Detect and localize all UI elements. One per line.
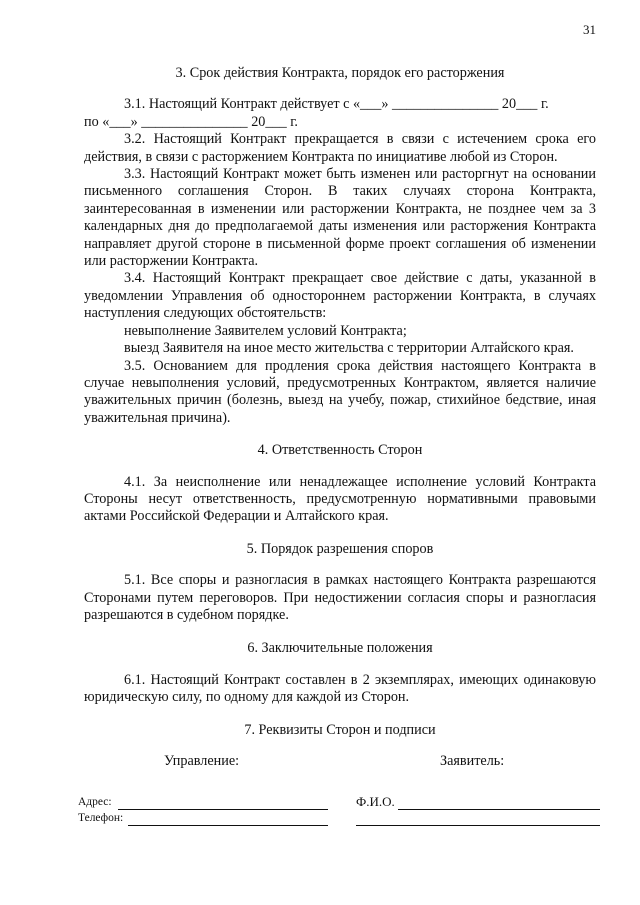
section-7-title: 7. Реквизиты Сторон и подписи: [244, 721, 436, 738]
paragraph-5-1: 5.1. Все споры и разногласия в рамках настоящего Контракта разрешаются Сторонами путем переговоров. При недостижении согласия споры и разногласия разрешаются в судебном порядке.: [84, 572, 596, 623]
fio-label: Ф.И.О.: [356, 794, 395, 809]
section-5-title: 5. Порядок разрешения споров: [246, 540, 434, 557]
address-label: Адрес:: [78, 796, 112, 808]
address-line[interactable]: [118, 809, 328, 810]
paragraph-3-2: 3.2. Настоящий Контракт прекращается в связи с истечением срока его действия, в связи с расторжением Контракта по инициативе любой из Сторон.: [84, 131, 596, 165]
phone-line[interactable]: [128, 825, 328, 826]
paragraph-4-1: 4.1. За неисполнение или ненадлежащее исполнение условий Контракта Стороны несут ответственность, предусмотренную нормативными правовыми актами Российской Федерации и Алтайского края.: [84, 473, 596, 525]
page-number: 31: [583, 22, 596, 37]
section-3-title: 3. Срок действия Контракта, порядок его расторжения: [175, 65, 505, 81]
signature-block: [78, 753, 596, 833]
paragraph-3-1-line-2: по «___» _______________ 20___ г.: [84, 113, 298, 130]
applicant-heading: Заявитель:: [440, 753, 505, 769]
paragraph-3-5: 3.5. Основанием для продления срока действия настоящего Контракта в случае невыполнения условий, предусмотренных Контрактом, является наличие уважительных причин (болезнь, выезд на учебу, пожар, стихийное бедствие, иная уважительная причина).: [84, 357, 596, 426]
management-heading: Управление:: [164, 753, 240, 769]
paragraph-3-4-item-2: выезд Заявителя на иное место жительства с территории Алтайского края.: [124, 340, 574, 357]
document-body: [78, 60, 596, 833]
fio-line-2[interactable]: [356, 825, 600, 826]
paragraph-3-3: 3.3. Настоящий Контракт может быть изменен или расторгнут на основании письменного соглашения Сторон. В таких случаях сторона Контракта, заинтересованная в изменении или расторжении Контракта, не позднее чем за 3 календарных дня до предполагаемой даты изменения или расторжения Контракта направляет другой стороне в письменной форме проект соглашения об изменении или расторжении Контракта.: [84, 166, 596, 270]
fio-line[interactable]: [398, 809, 600, 810]
paragraph-6-1: 6.1. Настоящий Контракт составлен в 2 экземплярах, имеющих одинаковую юридическую силу, по одному для каждой из Сторон.: [84, 671, 596, 706]
section-6-title: 6. Заключительные положения: [247, 640, 433, 657]
phone-label: Телефон:: [78, 812, 124, 824]
paragraph-3-4-item-1: невыполнение Заявителем условий Контракта;: [124, 322, 407, 339]
section-4-title: 4. Ответственность Сторон: [257, 442, 423, 459]
paragraph-3-1-line-1: 3.1. Настоящий Контракт действует с «___» _______________ 20___ г.: [124, 96, 549, 113]
paragraph-3-4: 3.4. Настоящий Контракт прекращает свое действие с даты, указанной в уведомлении Управления об одностороннем расторжении Контракта, в случаях наступления следующих обстоятельств:: [84, 270, 596, 322]
